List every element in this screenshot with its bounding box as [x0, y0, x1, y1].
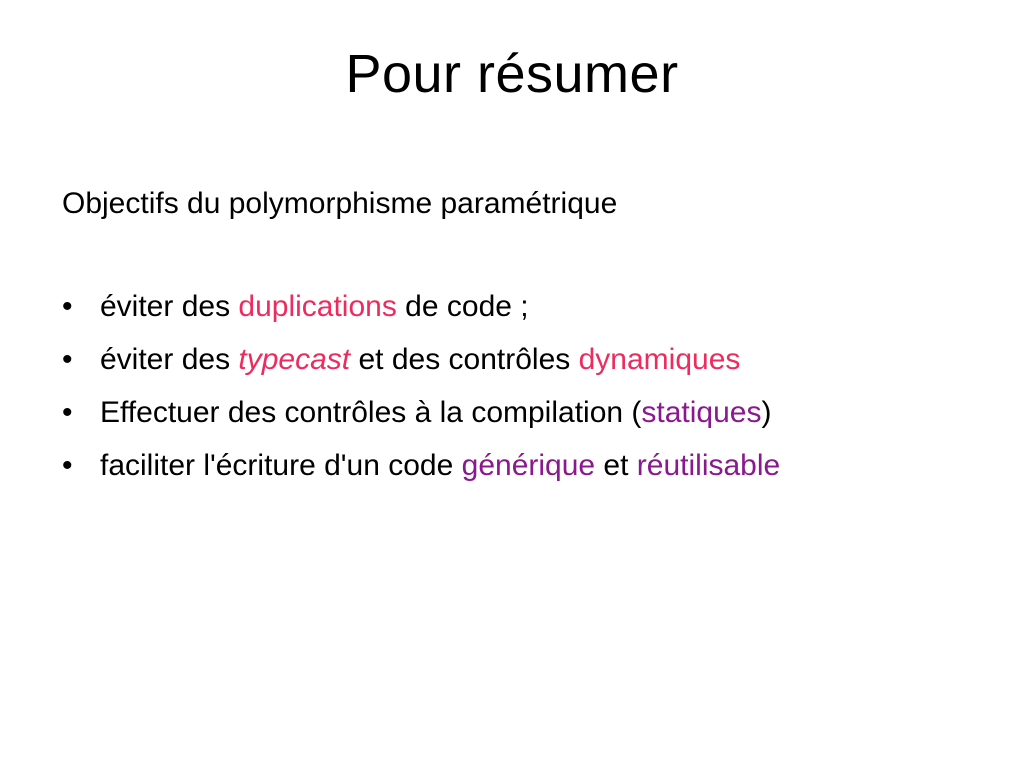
- bullet-text: de code ;: [396, 290, 529, 323]
- highlight-term: réutilisable: [636, 449, 781, 482]
- highlight-term: dynamiques: [578, 343, 741, 376]
- bullet-text: éviter des: [100, 290, 239, 323]
- bullet-icon: •: [62, 343, 73, 376]
- bullet-item: [62, 386, 780, 439]
- highlight-term: statiques: [641, 396, 762, 429]
- bullet-text: éviter des: [100, 343, 239, 376]
- bullet-text: faciliter l'écriture d'un code: [100, 449, 462, 482]
- highlight-term: duplications: [238, 290, 397, 323]
- bullet-icon: •: [62, 449, 73, 482]
- bullet-item: [62, 280, 780, 333]
- bullet-text: et: [595, 449, 637, 482]
- bullet-icon: •: [62, 396, 73, 429]
- slide-title: Pour résumer: [345, 44, 679, 104]
- bullet-icon: •: [62, 290, 73, 323]
- bullet-text: ): [761, 396, 772, 429]
- bullet-item: [62, 439, 780, 492]
- slide-subtitle: Objectifs du polymorphisme paramétrique: [62, 187, 618, 220]
- bullet-text: et des contrôles: [350, 343, 579, 376]
- highlight-term: générique: [461, 449, 596, 482]
- bullet-text: Effectuer des contrôles à la compilation (: [100, 396, 642, 429]
- bullet-item: [62, 333, 780, 386]
- bullet-list: [62, 280, 780, 492]
- highlight-term: typecast: [238, 343, 351, 376]
